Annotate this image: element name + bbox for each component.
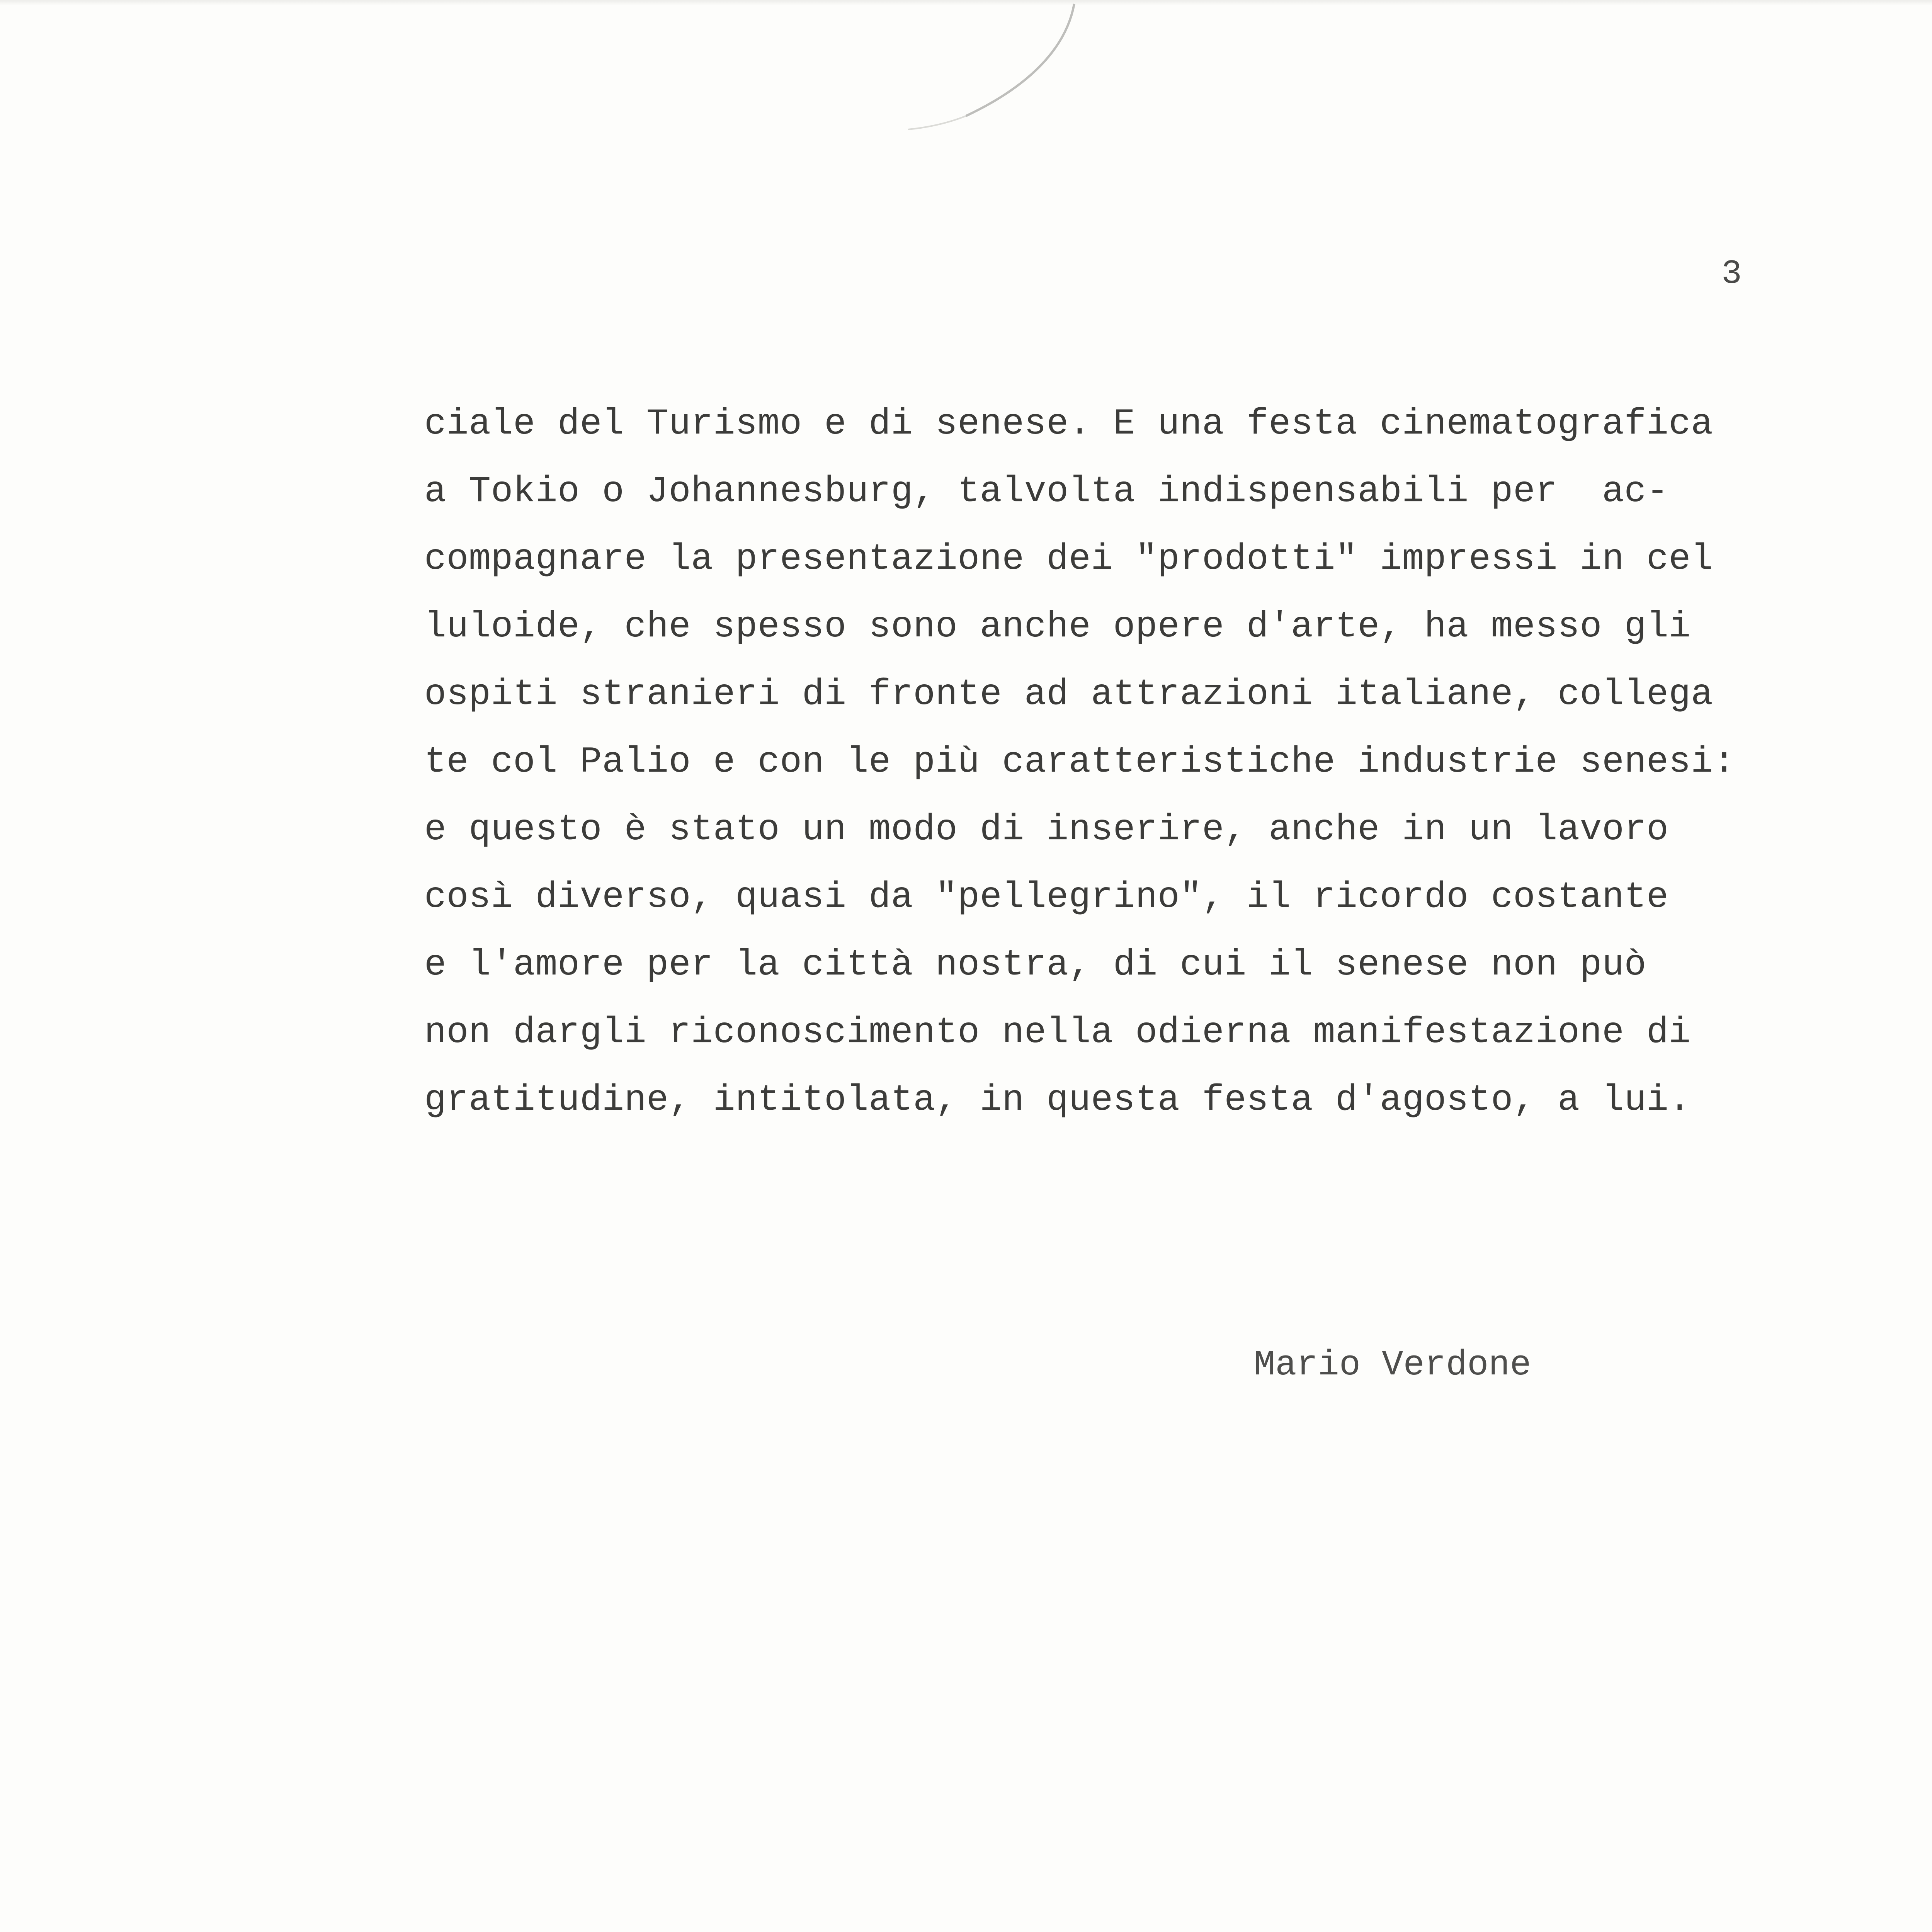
body-line: e l'amore per la città nostra, di cui il senese non può [424,944,1647,986]
page-number: 3 [1721,255,1742,293]
body-line: luloide, che spesso sono anche opere d'arte, ha messo gli [424,606,1691,648]
body-line: e questo è stato un modo di inserire, anche in un lavoro [424,809,1669,850]
author-signature: Mario Verdone [1254,1345,1531,1385]
body-paragraph [424,390,1815,1134]
body-line: ospiti stranieri di fronte ad attrazioni italiane, collega [424,673,1713,715]
body-line: te col Palio e con le più caratteristiche industrie senesi: [424,741,1736,783]
body-line: a Tokio o Johannesburg, talvolta indispensabili per ac- [424,471,1669,512]
body-line: gratitudine, intitolata, in questa festa d'agosto, a lui. [424,1079,1691,1121]
body-line: compagnare la presentazione dei "prodotti" impressi in cel [424,538,1713,580]
paper-fold-mark [850,0,1121,147]
body-line: non dargli riconoscimento nella odierna manifestazione di [424,1012,1691,1053]
body-line: ciale del Turismo e di senese. E una festa cinematografica [424,403,1713,445]
body-line: così diverso, quasi da "pellegrino", il ricordo costante [424,876,1669,918]
